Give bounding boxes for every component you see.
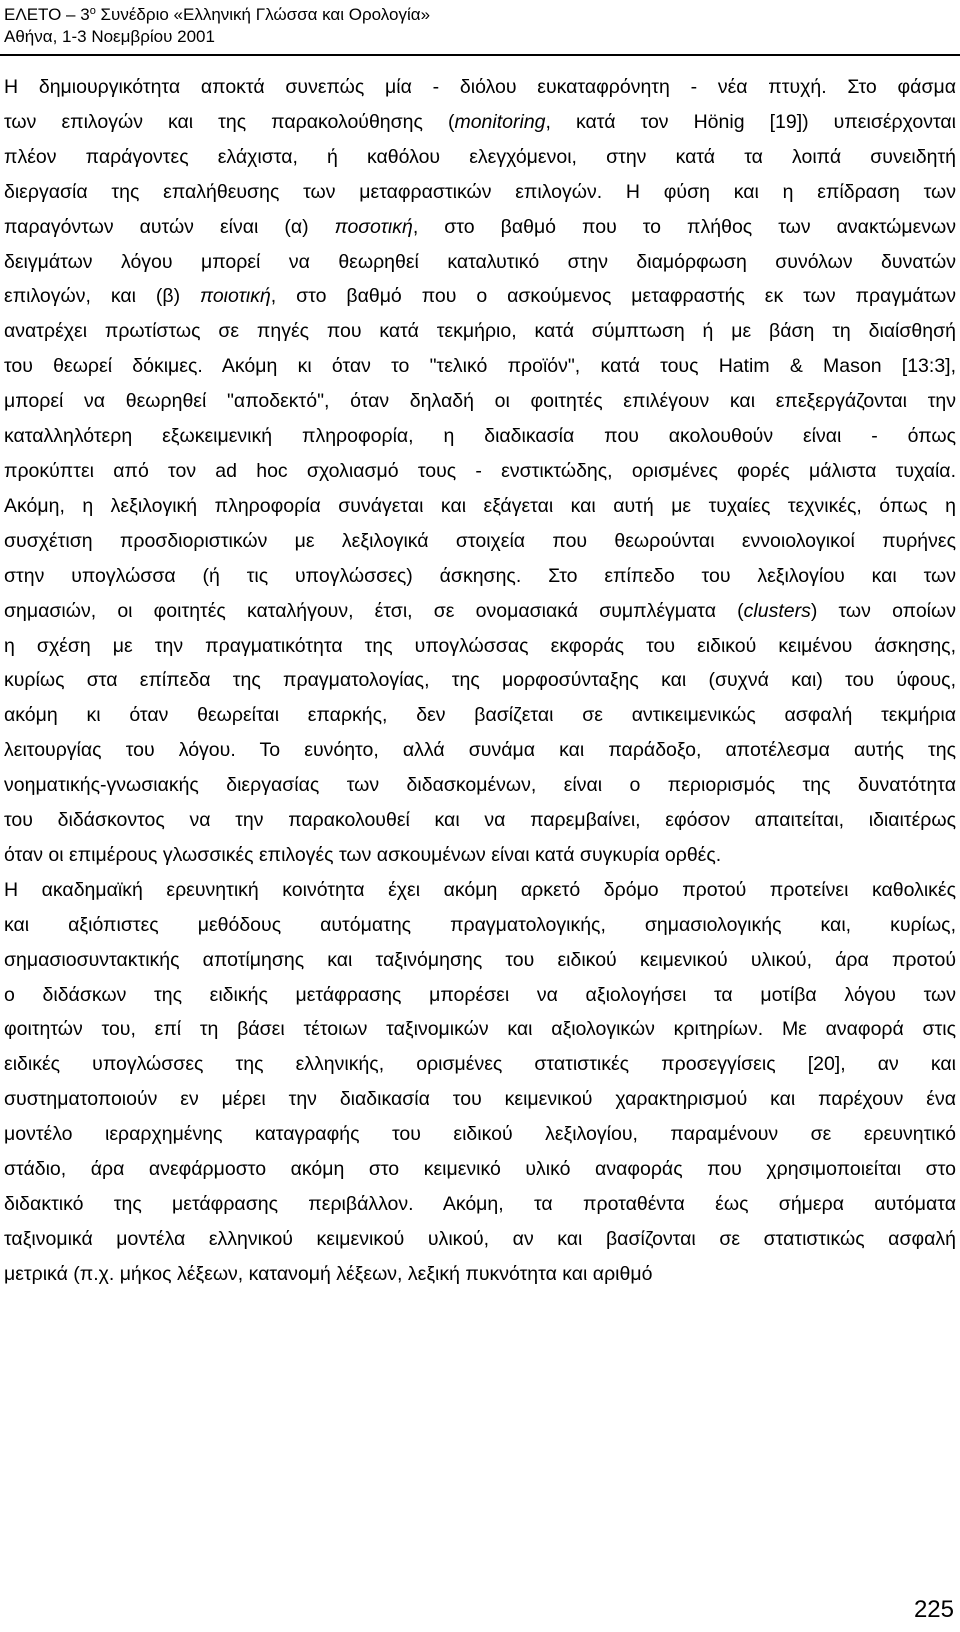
text-segment: , στο βαθμό που το πλήθος των ανακτώμενων bbox=[412, 215, 956, 238]
paragraph-1 bbox=[4, 70, 956, 873]
text-segment: σημασιών, οι φοιτητές καταλήγουν, έτσι, σε ονομασιακά συμπλέγματα ( bbox=[4, 599, 744, 622]
text-line: μπορεί να θεωρηθεί "αποδεκτό", όταν δηλαδή οι φοιτητές επιλέγουν και επεξεργάζονται την bbox=[4, 390, 956, 413]
text-line: κυρίως στα επίπεδα της πραγματολογίας, της μορφοσύνταξης και (συχνά και) του ύφους, bbox=[4, 669, 956, 692]
text-line: του θεωρεί δόκιμες. Ακόμη κι όταν το "τελικό προϊόν", κατά τους Hatim & Mason [13:3], bbox=[4, 355, 956, 378]
text-segment: , κατά τον Hönig [19]) υπεισέρχονται bbox=[545, 110, 956, 133]
text-line: και αξιόπιστες μεθόδους αυτόματης πραγματολογικής, σημασιολογικής και, κυρίως, bbox=[4, 913, 956, 936]
header-date-line: Αθήνα, 1-3 Νοεμβρίου 2001 bbox=[4, 27, 215, 46]
text-line: ακόμη κι όταν θεωρείται επαρκής, δεν βασίζεται σε αντικειμενικώς ασφαλή τεκμήρια bbox=[4, 704, 956, 727]
text-line: διδακτικό της μετάφρασης περιβάλλον. Ακόμη, τα προταθέντα έως σήμερα αυτόματα bbox=[4, 1193, 956, 1215]
text-line: μετρικά (π.χ. μήκος λέξεων, κατανομή λέξεων, λεξική πυκνότητα και αριθμό bbox=[4, 1262, 653, 1285]
text-line: προκύπτει από τον ad hoc σχολιασμό τους - ενστικτώδης, ορισμένες φορές μάλιστα τυχαία. bbox=[4, 459, 956, 482]
text-line: ειδικές υπογλώσσες της ελληνικής, ορισμένες στατιστικές προσεγγίσεις [20], αν και bbox=[4, 1053, 956, 1076]
text-line: δειγμάτων λόγου μπορεί να θεωρηθεί καταλυτικό στην διαμόρφωση συνόλων δυνατών bbox=[4, 250, 956, 273]
text-segment: , στο βαθμό που ο ασκούμενος μεταφραστής εκ των πραγμάτων bbox=[270, 285, 956, 308]
text-line: λειτουργίας του λόγου. Το ευνόητο, αλλά συνάμα και παράδοξο, αποτέλεσμα αυτής της bbox=[4, 739, 956, 762]
text-segment: ) των οποίων bbox=[810, 599, 956, 622]
text-segment: παραγόντων αυτών είναι (α) bbox=[4, 215, 335, 238]
text-line bbox=[4, 279, 956, 314]
page-number: 225 bbox=[913, 1596, 954, 1623]
article-body bbox=[4, 70, 956, 1292]
text-line: νοηματικής-γνωσιακής διεργασίας των διδασκομένων, είναι ο περιορισμός της δυνατότητα bbox=[4, 774, 956, 797]
text-line bbox=[4, 594, 956, 629]
text-line: μοντέλο ιεραρχημένης καταγραφής του ειδικού λεξιλογίου, παραμένουν σε ερευνητικό bbox=[4, 1123, 956, 1146]
header-conference-line: ΕΛΕΤΟ – $3^o$ Συνέδριο «Ελληνική Γλώσσα και Ορολογία» bbox=[4, 5, 431, 24]
text-line: συστηματοποιούν εν μέρει την διαδικασία του κειμενικού χαρακτηρισμού και παρέχουν ένα bbox=[4, 1088, 956, 1111]
text-line: καταλληλότερη εξωκειμενική πληροφορία, η διαδικασία που ακολουθούν είναι - όπως bbox=[4, 425, 956, 448]
text-line: ανατρέχει πρωτίστως σε πηγές που κατά τεκμήριο, κατά σύμπτωση ή με βάση τη διαίσθησή bbox=[4, 320, 956, 343]
text-line: ο διδάσκων της ειδικής μετάφρασης μπορέσει να αξιολογήσει τα μοτίβα λόγου των bbox=[4, 983, 956, 1006]
text-line: η σχέση με την πραγματικότητα της υπογλώσσας εκφοράς του ειδικού κειμένου άσκησης, bbox=[4, 634, 956, 657]
text-line: φοιτητών του, επί τη βάσει τέτοιων ταξινομικών και αξιολογικών κριτηρίων. Με αναφορά στις bbox=[4, 1018, 956, 1041]
text-line: σημασιοσυντακτικής αποτίμησης και ταξινόμησης του ειδικού κειμενικού υλικού, άρα προτού bbox=[4, 948, 956, 971]
text-line: Η δημιουργικότητα αποκτά συνεπώς μία - διόλου ευκαταφρόνητη - νέα πτυχή. Στο φάσμα bbox=[4, 76, 956, 98]
text-line: διεργασία της επαλήθευσης των μεταφραστικών επιλογών. Η φύση και η επίδραση των bbox=[4, 180, 956, 203]
text-line: Ακόμη, η λεξιλογική πληροφορία συνάγεται και εξάγεται και αυτή με τυχαίες τεχνικές, όπως η bbox=[4, 494, 956, 517]
text-line: Η ακαδημαϊκή ερευνητική κοινότητα έχει ακόμη αρκετό δρόμο προτού προτείνει καθολικές bbox=[4, 878, 956, 901]
text-line: όταν οι επιμέρους γλωσσικές επιλογές των ασκουμένων είναι κατά συγκυρία ορθές. bbox=[4, 843, 722, 866]
italic-term: ποιοτική bbox=[200, 285, 271, 308]
text-line: πλέον παράγοντες ελάχιστα, ή καθόλου ελεγχόμενοι, στην κατά τα λοιπά συνειδητή bbox=[4, 145, 956, 168]
running-header bbox=[4, 4, 430, 48]
text-line: ταξινομικά μοντέλα ελληνικού κειμενικού υλικού, αν και βασίζονται σε στατιστικώς ασφαλή bbox=[4, 1227, 956, 1250]
italic-term: clusters bbox=[743, 599, 811, 622]
text-line: συσχέτιση προσδιοριστικών με λεξιλογικά στοιχεία που θεωρούνται εννοιολογικοί πυρήνες bbox=[4, 529, 956, 552]
paragraph-2 bbox=[4, 873, 956, 1292]
text-segment: επιλογών, και (β) bbox=[4, 285, 201, 308]
text-segment: των επιλογών και της παρακολούθησης ( bbox=[4, 110, 455, 133]
italic-term: ποσοτική bbox=[334, 215, 413, 238]
text-line: στάδιο, άρα ανεφάρμοστο ακόμη στο κειμενικό υλικό αναφοράς που χρησιμοποιείται στο bbox=[4, 1158, 956, 1181]
text-line bbox=[4, 105, 956, 140]
text-line bbox=[4, 210, 956, 245]
text-line: στην υπογλώσσα (ή τις υπογλώσσες) άσκησης. Στο επίπεδο του λεξιλογίου και των bbox=[4, 564, 956, 587]
text-line: του διδάσκοντος να την παρακολουθεί και να παρεμβαίνει, εφόσον απαιτείται, ιδιαιτέρως bbox=[4, 809, 956, 832]
header-rule bbox=[0, 54, 960, 56]
italic-term: monitoring bbox=[454, 110, 546, 133]
